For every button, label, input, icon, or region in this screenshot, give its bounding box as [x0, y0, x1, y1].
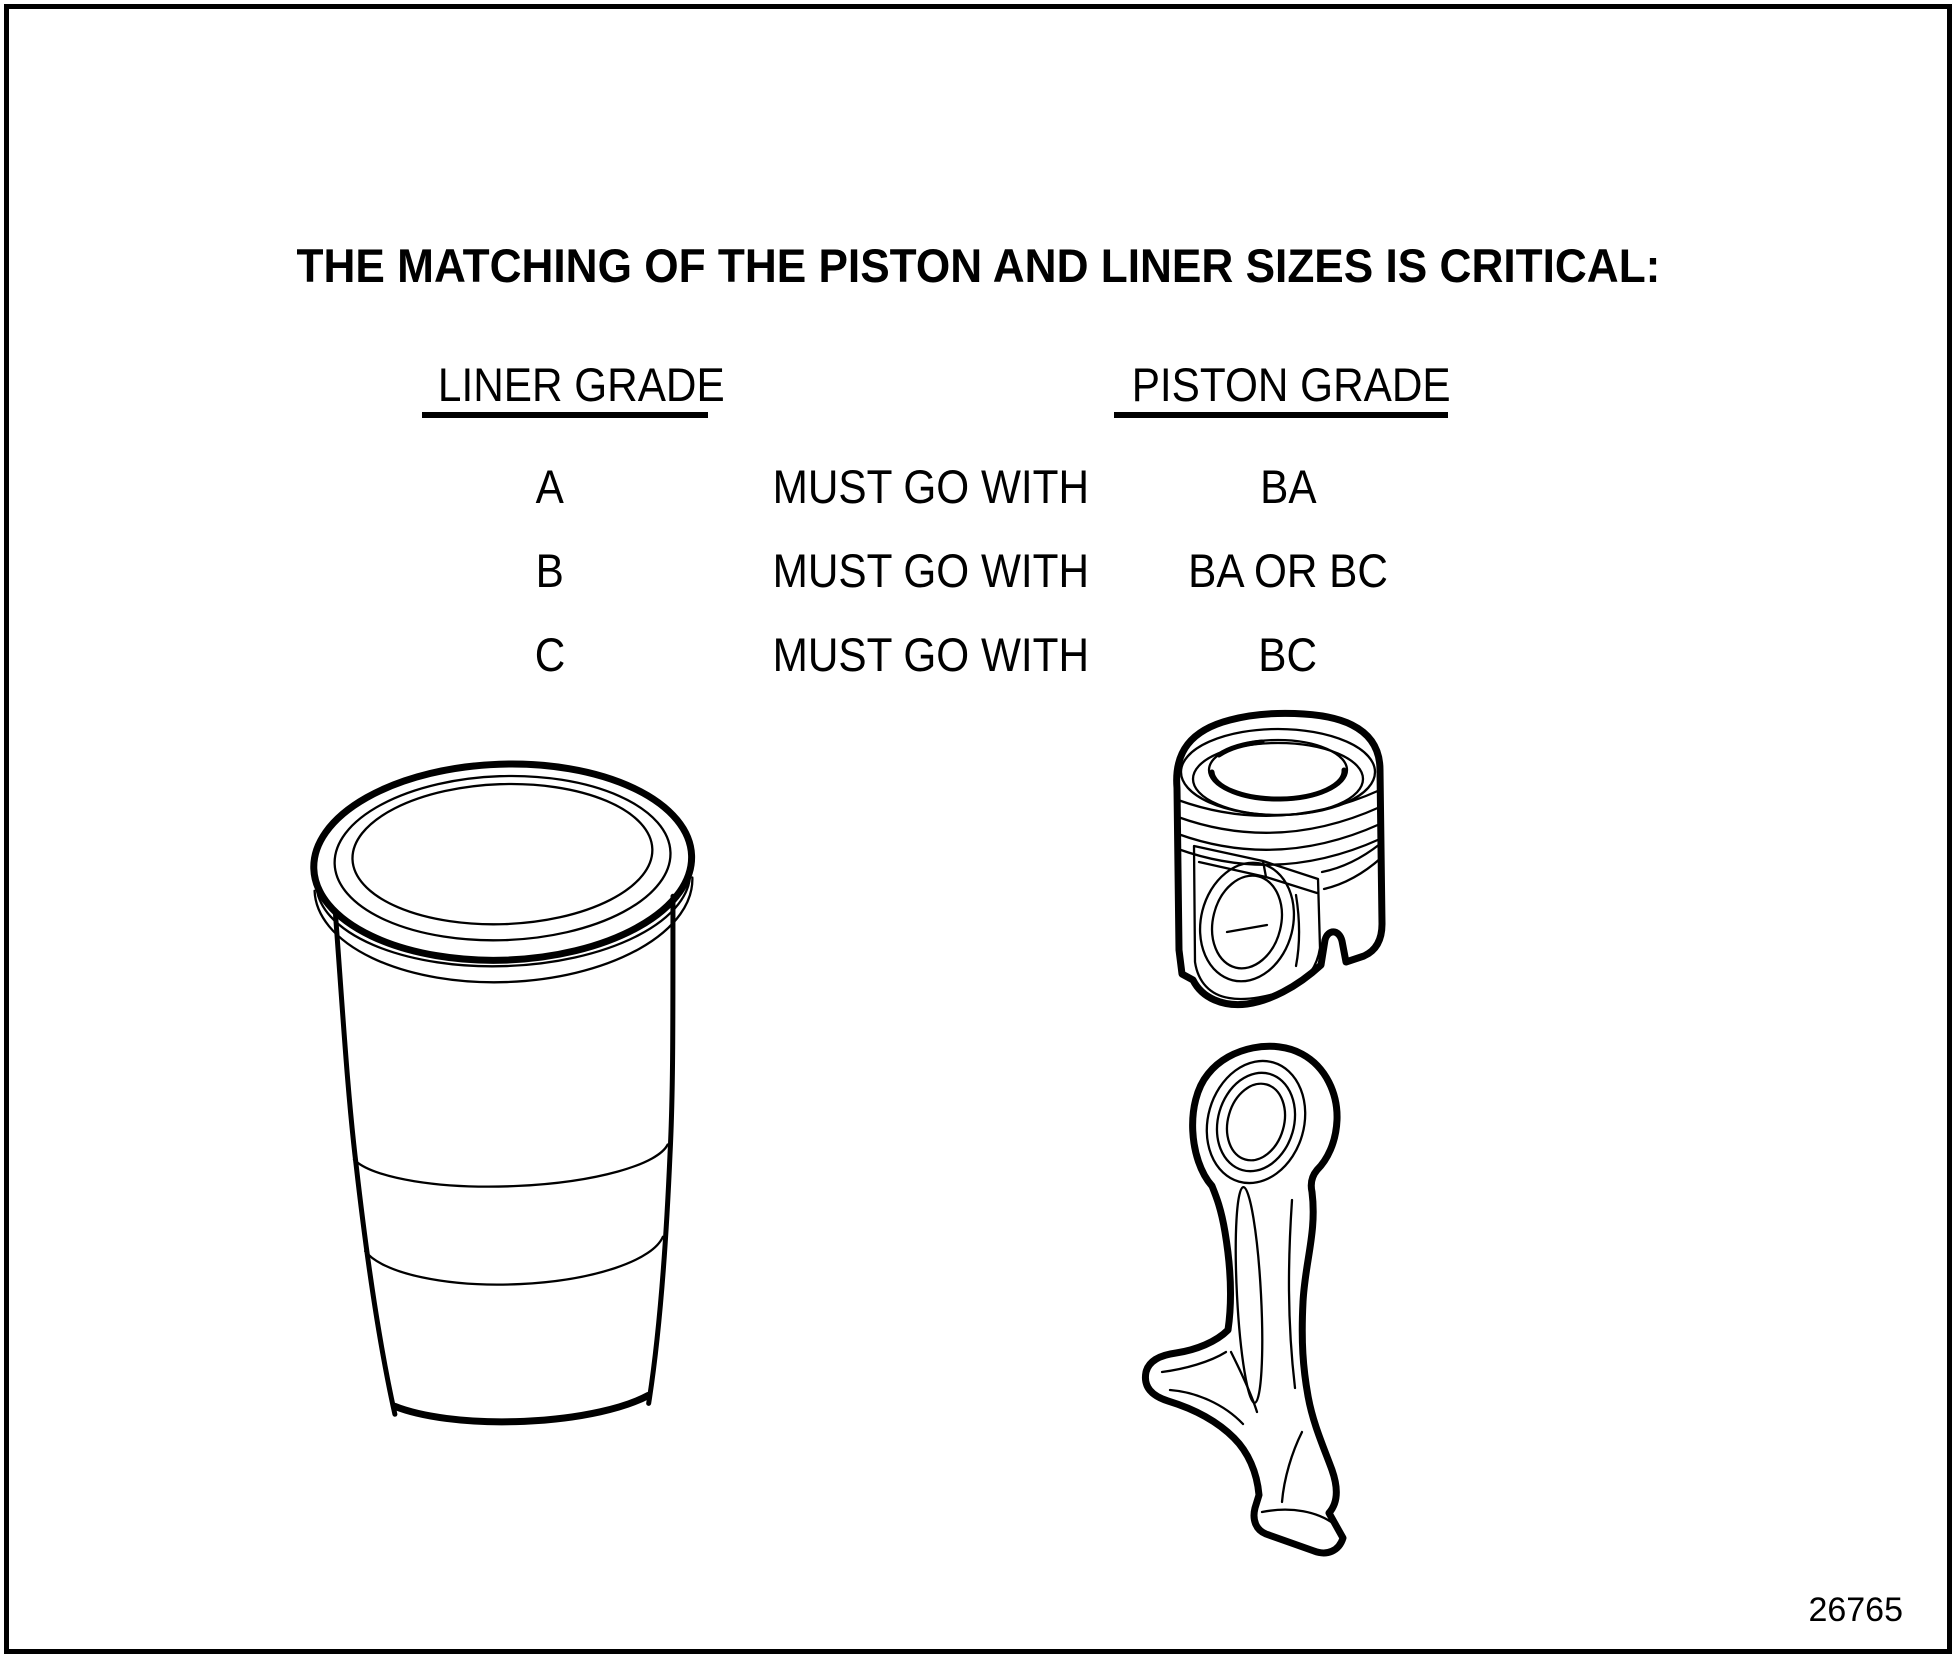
column-header-liner-grade: LINER GRADE	[422, 361, 708, 418]
illustration-area	[0, 690, 1957, 1590]
connector-label: MUST GO WITH	[772, 628, 1090, 681]
piston-grade-value: BA	[1259, 460, 1317, 513]
connecting-rod-illustration	[1145, 1046, 1343, 1553]
connector-label: MUST GO WITH	[772, 460, 1090, 513]
liner-grade-value: A	[535, 460, 565, 513]
piston-grade-value: BC	[1258, 628, 1318, 681]
cylinder-liner-illustration	[310, 758, 711, 1428]
piston-grade-value: BA OR BC	[1188, 544, 1388, 597]
page-title-text: THE MATCHING OF THE PISTON AND LINER SIZES IS CRITICAL:	[296, 239, 1661, 292]
liner-grade-value: B	[535, 544, 565, 597]
connector-label: MUST GO WITH	[772, 544, 1090, 597]
piston-illustration	[1177, 713, 1382, 1004]
page-title	[0, 238, 1957, 293]
liner-grade-value: C	[534, 628, 566, 681]
figure-number: 26765	[1808, 1591, 1903, 1629]
column-header-piston-grade: PISTON GRADE	[1114, 361, 1448, 418]
